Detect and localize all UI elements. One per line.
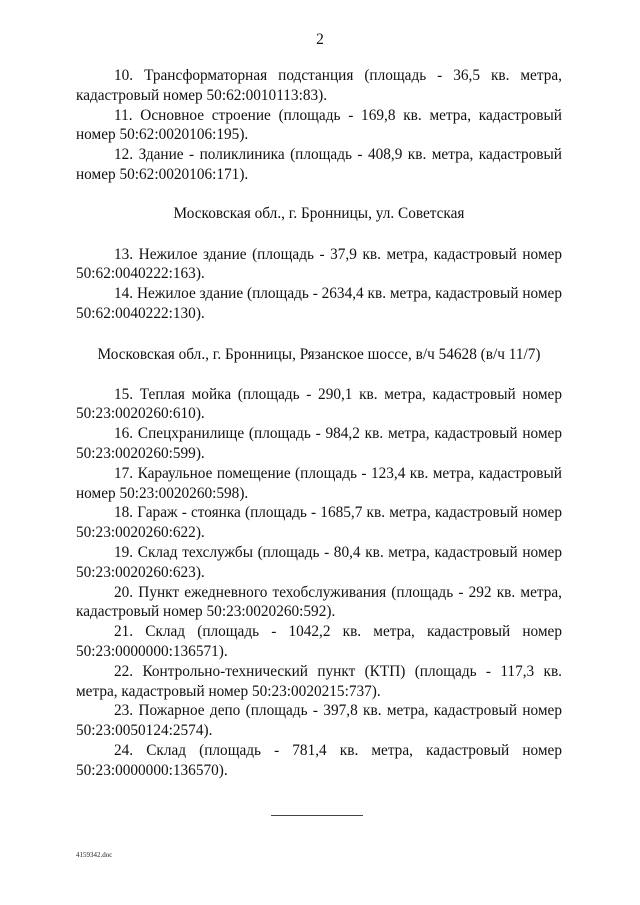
list-item: 18. Гараж - стоянка (площадь - 1685,7 кв. метра, кадастровый номер 50:23:0020260:622). [76,504,562,542]
list-item: 16. Спецхранилище (площадь - 984,2 кв. метра, кадастровый номер 50:23:0020260:599). [76,425,562,462]
list-item: 12. Здание - поликлиника (площадь - 408,9 кв. метра, кадастровый номер 50:62:0020106:171). [76,146,562,183]
page-number: 2 [316,31,324,48]
section-heading-ryazanskoe-shosse: Московская обл., г. Бронницы, Рязанское шоссе, в/ч 54628 (в/ч 11/7) [97,345,541,363]
list-item: 19. Склад техслужбы (площадь - 80,4 кв. метра, кадастровый номер 50:23:0020260:623). [76,543,562,581]
list-item: 23. Пожарное депо (площадь - 397,8 кв. метра, кадастровый номер 50:23:0050124:2574). [76,702,562,740]
section-heading-sovetskaya: Московская обл., г. Бронницы, ул. Советская [173,204,465,222]
list-item: 11. Основное строение (площадь - 169,8 кв. метра, кадастровый номер 50:62:0020106:195). [76,106,562,144]
list-item: 15. Теплая мойка (площадь - 290,1 кв. метра, кадастровый номер 50:23:0020260:610). [76,385,562,423]
list-item: 24. Склад (площадь - 781,4 кв. метра, кадастровый номер 50:23:0000000:136570). [76,741,562,779]
end-of-text-divider [271,815,363,816]
list-item: 10. Трансформаторная подстанция (площадь - 36,5 кв. метра, кадастровый номер 50:62:0010113:83). [76,67,562,104]
document-body [76,66,562,781]
list-item: 21. Склад (площадь - 1042,2 кв. метра, кадастровый номер 50:23:0000000:136571). [76,623,562,660]
list-item: 20. Пункт ежедневного техобслуживания (площадь - 292 кв. метра, кадастровый номер 50:23:0020260:592). [76,583,562,621]
list-item: 17. Караульное помещение (площадь - 123,4 кв. метра, кадастровый номер 50:23:0020260:598). [76,464,562,502]
list-item: 14. Нежилое здание (площадь - 2634,4 кв. метра, кадастровый номер 50:62:0040222:130). [76,285,562,322]
file-reference: 4159342.doc [76,851,113,859]
list-item: 22. Контрольно-технический пункт (КТП) (площадь - 117,3 кв. метра, кадастровый номер 50:23:0020215:737). [76,662,562,700]
list-item: 13. Нежилое здание (площадь - 37,9 кв. метра, кадастровый номер 50:62:0040222:163). [76,245,562,283]
